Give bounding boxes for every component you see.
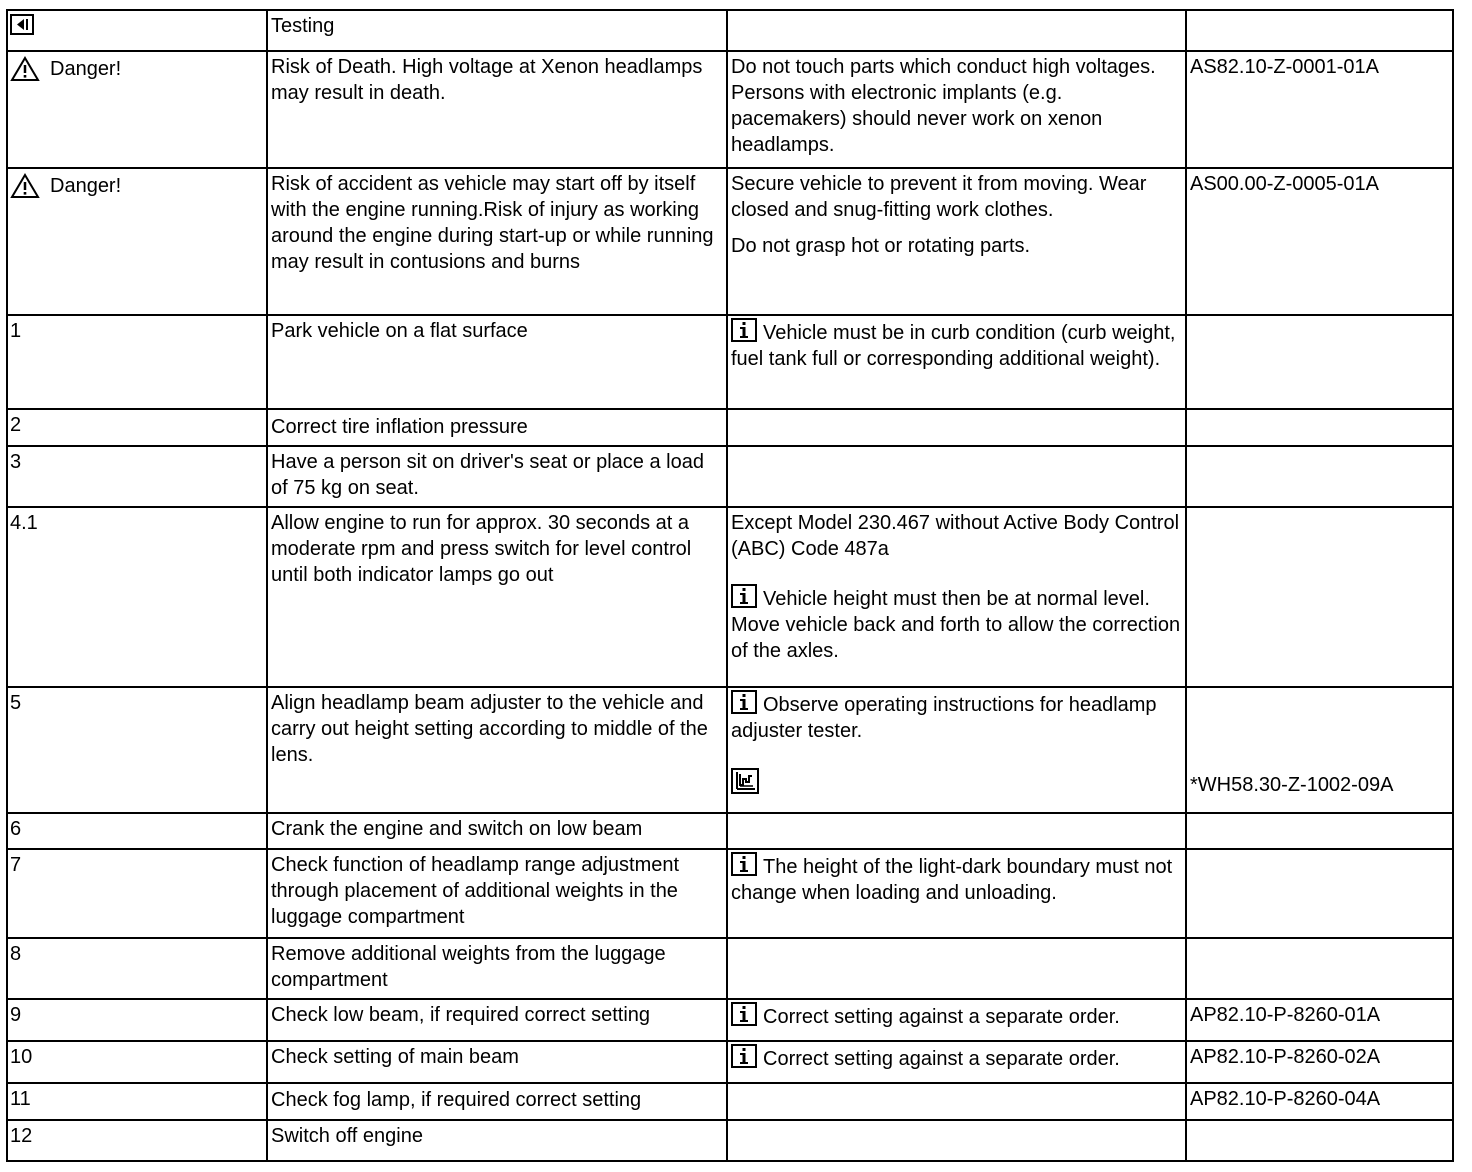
table-row (7, 938, 1453, 999)
note-text: Vehicle must be in curb condition (curb weight, fuel tank full or corresponding additional weight). (731, 322, 1176, 370)
step-description: Allow engine to run for approx. 30 seconds at a moderate rpm and press switch for level control until both indicator lamps go out (267, 507, 727, 687)
table-row (7, 168, 1453, 315)
info-icon (731, 584, 757, 608)
step-number: 10 (7, 1041, 267, 1083)
step-description: Risk of accident as vehicle may start off by itself with the engine running.Risk of injury as working around the engine during start-up or while running may result in contusions and burns (267, 168, 727, 315)
step-description: Check fog lamp, if required correct setting (267, 1083, 727, 1120)
step-note (727, 813, 1186, 849)
step-number: 9 (7, 999, 267, 1041)
document-reference (1186, 507, 1453, 687)
document-reference (1186, 1120, 1453, 1161)
step-description: Check function of headlamp range adjustment through placement of additional weights in the luggage compartment (267, 849, 727, 938)
note-paragraph: Except Model 230.467 without Active Body Control (ABC) Code 487a (731, 512, 1180, 560)
info-icon (731, 1044, 757, 1068)
step-note (727, 938, 1186, 999)
step-number: 11 (7, 1083, 267, 1120)
step-number: 8 (7, 938, 267, 999)
step-description: Switch off engine (267, 1120, 727, 1161)
danger-label: Danger! (50, 58, 122, 80)
document-reference[interactable]: AP82.10-P-8260-04A (1186, 1083, 1453, 1120)
step-description: Have a person sit on driver's seat or place a load of 75 kg on seat. (267, 446, 727, 507)
note-text: Observe operating instructions for headlamp adjuster tester. (731, 694, 1157, 742)
header-title: Testing (267, 10, 727, 51)
step-description: Remove additional weights from the luggage compartment (267, 938, 727, 999)
note-paragraph (731, 690, 1181, 744)
table-row (7, 315, 1453, 409)
note-paragraph: Do not grasp hot or rotating parts. (731, 235, 1031, 257)
step-number: 12 (7, 1120, 267, 1161)
header-empty-1 (727, 10, 1186, 51)
danger-label: Danger! (50, 175, 122, 197)
document-reference (1186, 409, 1453, 446)
step-note (727, 446, 1186, 507)
back-arrow-icon[interactable] (10, 14, 34, 36)
note-text: Correct setting against a separate order. (763, 1006, 1120, 1028)
header-empty-2 (1186, 10, 1453, 51)
step-number: 6 (7, 813, 267, 849)
step-note (727, 849, 1186, 938)
table-row (7, 507, 1453, 687)
document-reference (1186, 813, 1453, 849)
table-row (7, 687, 1453, 813)
step-description: Check low beam, if required correct setting (267, 999, 727, 1041)
document-reference (1186, 446, 1453, 507)
document-reference[interactable]: AP82.10-P-8260-02A (1186, 1041, 1453, 1083)
warning-triangle-icon (10, 56, 40, 82)
step-description: Align headlamp beam adjuster to the vehicle and carry out height setting according to middle of the lens. (267, 687, 727, 813)
step-number: 3 (7, 446, 267, 507)
step-note (727, 1041, 1186, 1083)
document-reference[interactable]: AS82.10-Z-0001-01A (1186, 51, 1453, 168)
step-note (727, 687, 1186, 813)
warning-triangle-icon (10, 173, 40, 199)
table-row (7, 1083, 1453, 1120)
table-row (7, 999, 1453, 1041)
note-text: The height of the light-dark boundary must not change when loading and unloading. (731, 856, 1173, 904)
step-note (727, 409, 1186, 446)
step-number: 2 (7, 409, 267, 446)
table-header-row (7, 10, 1453, 51)
info-icon (731, 852, 757, 876)
document-reference (1186, 315, 1453, 409)
info-icon (731, 318, 757, 342)
step-note (727, 507, 1186, 687)
step-note (727, 1083, 1186, 1120)
tester-icon-wrap (731, 768, 1181, 801)
step-note (727, 999, 1186, 1041)
step-number: 5 (7, 687, 267, 813)
step-note (727, 168, 1186, 315)
table-row (7, 813, 1453, 849)
document-reference[interactable]: AS00.00-Z-0005-01A (1186, 168, 1453, 315)
header-icon-cell (7, 10, 267, 51)
step-note (727, 1120, 1186, 1161)
document-reference (1186, 849, 1453, 938)
note-text: Correct setting against a separate order. (763, 1048, 1120, 1070)
tester-chart-icon[interactable] (731, 768, 759, 794)
step-note: Do not touch parts which conduct high voltages. Persons with electronic implants (e.g. pacemakers) should never work on xenon headlamps. (727, 51, 1186, 168)
note-paragraph: Secure vehicle to prevent it from moving. Wear closed and snug-fitting work clothes. (731, 173, 1147, 221)
step-description: Correct tire inflation pressure (267, 409, 727, 446)
document-reference[interactable]: AP82.10-P-8260-01A (1186, 999, 1453, 1041)
step-description: Check setting of main beam (267, 1041, 727, 1083)
document-reference-text[interactable]: *WH58.30-Z-1002-09A (1190, 774, 1394, 796)
table-row (7, 1120, 1453, 1161)
danger-cell (7, 51, 267, 168)
step-number: 7 (7, 849, 267, 938)
step-description: Risk of Death. High voltage at Xenon headlamps may result in death. (267, 51, 727, 168)
info-icon (731, 1002, 757, 1026)
step-number: 4.1 (7, 507, 267, 687)
document-reference (1186, 938, 1453, 999)
step-description: Crank the engine and switch on low beam (267, 813, 727, 849)
table-row (7, 446, 1453, 507)
info-icon (731, 690, 757, 714)
table-row (7, 1041, 1453, 1083)
table-row (7, 849, 1453, 938)
step-note (727, 315, 1186, 409)
step-number: 1 (7, 315, 267, 409)
note-paragraph (731, 584, 1181, 664)
note-text: Vehicle height must then be at normal level. Move vehicle back and forth to allow the correction of the axles. (731, 588, 1181, 662)
danger-cell (7, 168, 267, 315)
table-row (7, 51, 1453, 168)
document-reference[interactable] (1186, 687, 1453, 813)
step-description: Park vehicle on a flat surface (267, 315, 727, 409)
table-row (7, 409, 1453, 446)
procedure-table (6, 9, 1454, 1162)
